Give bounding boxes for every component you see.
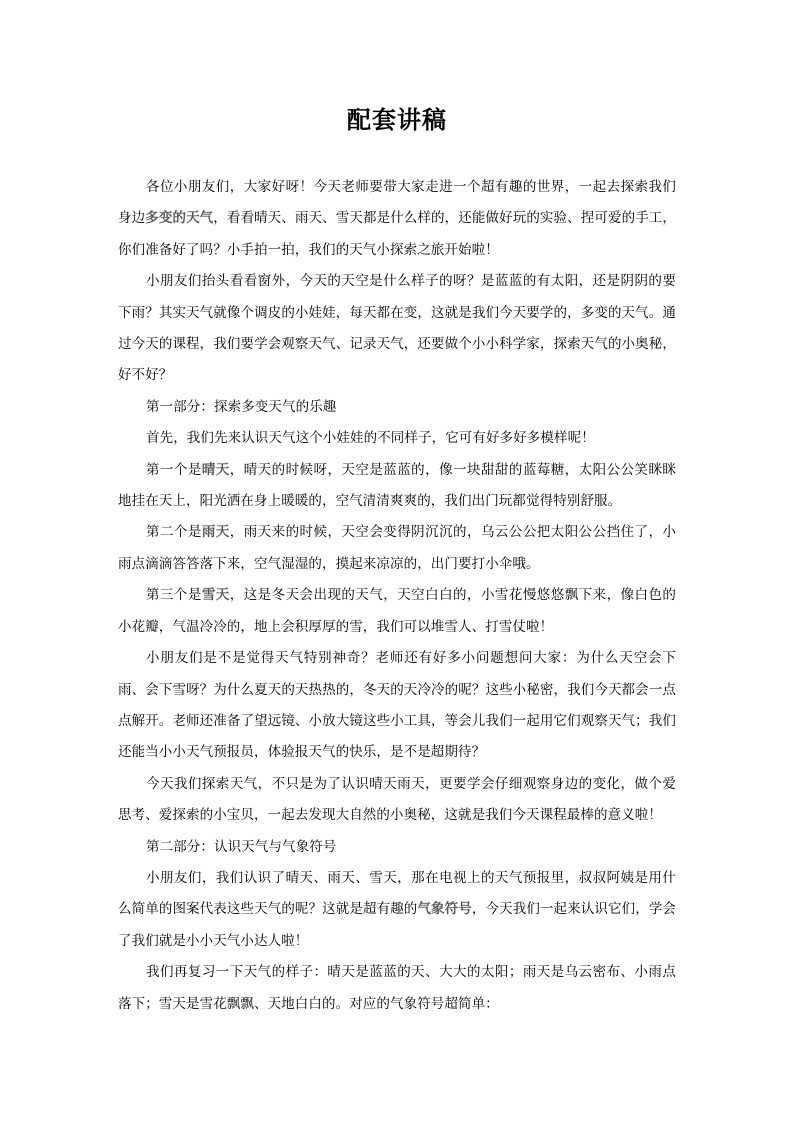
paragraph-symbols <box>118 863 676 957</box>
paragraph-snowy <box>118 580 676 643</box>
highlight-term: 雪天 <box>201 587 230 604</box>
document-title: 配套讲稿 <box>347 106 447 134</box>
paragraph-meaning <box>118 769 676 832</box>
text: 第二部分：认识天气与气象符号 <box>146 838 337 855</box>
text: 小朋友们抬头看看窗外，今天的天空是什么样子的呀？是蓝蓝的有太阳，还是阴阴的要下雨？其实天气就像个调皮的小娃娃，每天都在变，这就是我们今天要学的，多变的天气。通过今天的课程，我们要学会观察天气、记录天气，还要做个小小科学家，探索天气的小奥秘，好不好？ <box>118 273 676 384</box>
section-heading-1 <box>118 392 676 423</box>
paragraph-questions <box>118 643 676 769</box>
text: 今天我们探索天气，不只是为了认识晴天雨天，更要学会仔细观察身边的变化，做个爱思考、爱探索的小宝贝，一起去发现大自然的小奥秘，这就是我们今天课程最棒的意义啦！ <box>118 775 676 824</box>
text: ，看看晴天、雨天、雪天都是什么样的，还能做好玩的实验、捏可爱的手工，你们准备好了吗？小手拍一拍，我们的天气小探索之旅开始啦！ <box>118 210 677 258</box>
text: 我们再复习一下天气的样子：晴天是蓝蓝的天、大大的太阳；雨天是乌云密布、小雨点落下；雪天是雪花飘飘、天地白白的。对应的气象符号超简单： <box>118 964 676 1012</box>
text: 第二个是 <box>146 524 202 541</box>
paragraph-rainy <box>118 517 676 580</box>
text: ，晴天的时候呀，天空是蓝蓝的，像一块甜甜的蓝莓糖，太阳公公笑眯眯地挂在天上，阳光洒在身上暖暖的，空气清清爽爽的，我们出门玩都觉得特别舒服。 <box>118 461 676 510</box>
highlight-term: 多变的天气 <box>145 210 214 227</box>
paragraph-review <box>118 957 676 1020</box>
paragraph-first <box>118 423 676 454</box>
paragraph-sunny <box>118 455 676 518</box>
highlight-term: 晴天 <box>201 461 230 478</box>
text: 小朋友们，我们认识了晴天、雨天、雪天，那在电视上的天气预报里，叔叔阿姨是用什么简单的图案代表这些天气的呢？这就是超有趣的 <box>118 869 676 918</box>
text: 各位小朋友们，大家好呀！今天老师要带大家走进一个超有趣的世界，一起去探索我们身边 <box>118 179 676 227</box>
text: 第一部分：探索多变天气的乐趣 <box>146 398 337 415</box>
text: 首先，我们先来认识天气这个小娃娃的不同样子，它可有好多好多模样呢！ <box>146 430 595 447</box>
text: ，这是冬天会出现的天气，天空白白的，小雪花慢悠悠飘下来，像白色的小花瓣，气温冷冷的，地上会积厚厚的雪，我们可以堆雪人、打雪仗啦！ <box>118 587 676 635</box>
text: ，今天我们一起来认识它们，学会了我们就是小小天气小达人啦！ <box>118 901 677 949</box>
section-heading-2 <box>118 832 676 863</box>
document-body <box>118 172 676 1020</box>
highlight-term: 雨天 <box>201 524 230 541</box>
text: 小朋友们是不是觉得天气特别神奇？老师还有好多小问题想问大家：为什么天空会下雨、会下雪呀？为什么夏天的天热热的，冬天的天冷冷的呢？这些小秘密，我们今天都会一点点解开。老师还准备了望远镜、小放大镜这些小工具，等会儿我们一起用它们观察天气；我们还能当小小天气预报员，体验报天气的快乐，是不是超期待？ <box>118 650 676 761</box>
text: 第三个是 <box>146 587 202 604</box>
paragraph-look-outside <box>118 266 676 392</box>
text: ，雨天来的时候，天空会变得阴沉沉的，乌云公公把太阳公公挡住了，小雨点滴滴答答落下来，空气湿湿的，摸起来凉凉的，出门要打小伞哦。 <box>118 524 676 572</box>
paragraph-intro <box>118 172 676 266</box>
text: 第一个是 <box>146 461 202 478</box>
highlight-term: 气象符号 <box>417 901 472 918</box>
